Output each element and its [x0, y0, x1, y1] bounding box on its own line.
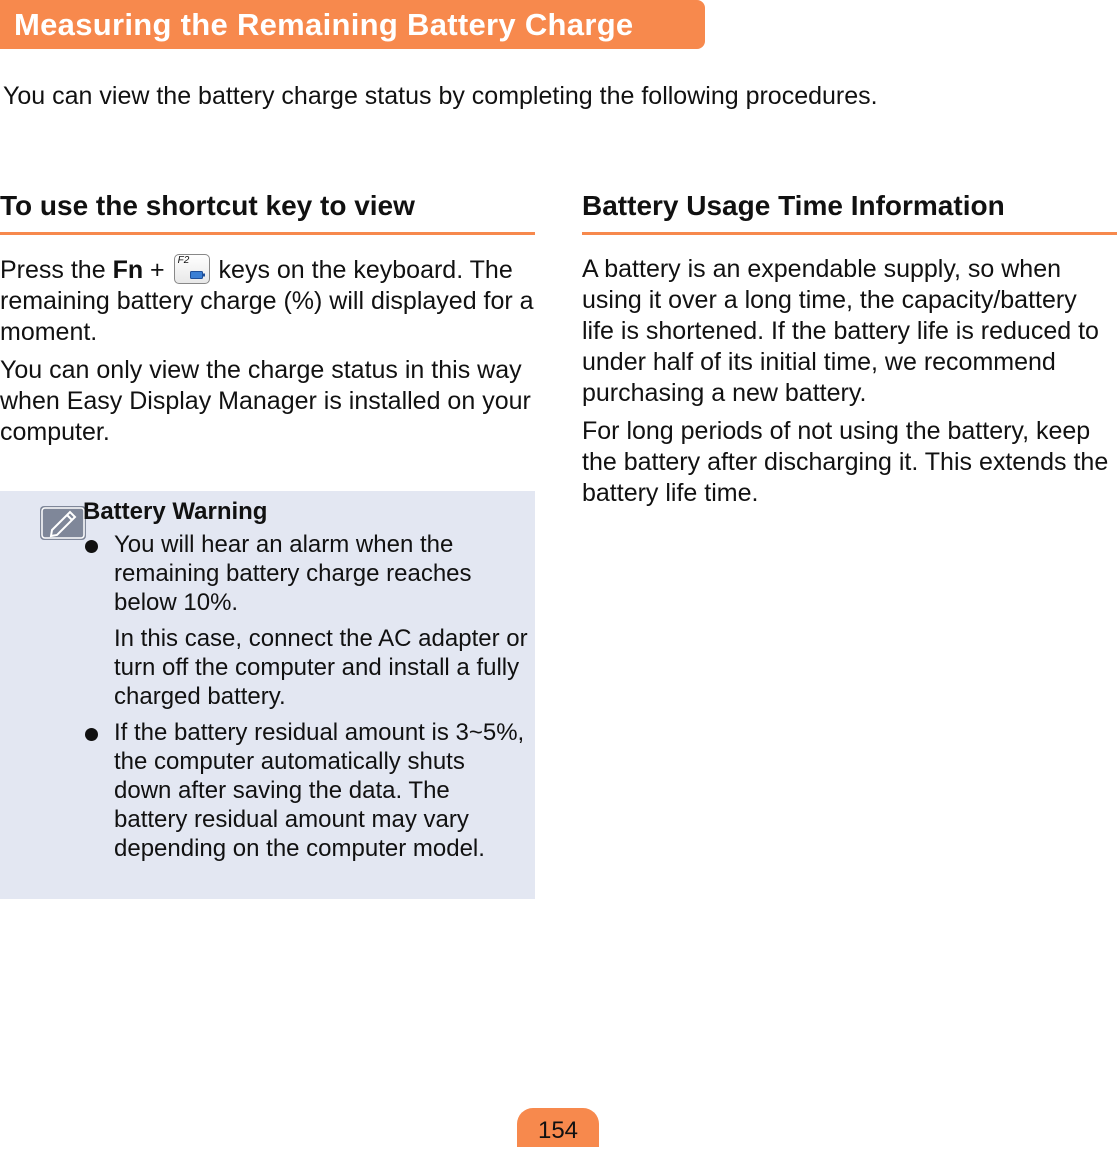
battery-warning-content [83, 497, 528, 870]
f2-battery-keycap-icon [174, 254, 210, 284]
battery-warning-list [83, 530, 528, 863]
intro-text: You can view the battery charge status by completing the following procedures. [3, 82, 878, 110]
page-number: 154 [517, 1108, 599, 1147]
shortcut-key-heading: To use the shortcut key to view [0, 190, 535, 235]
shortcut-key-paragraph [0, 254, 535, 348]
press-prefix: Press the [0, 256, 113, 284]
page-title: Measuring the Remaining Battery Charge [0, 0, 705, 49]
list-item [83, 718, 528, 863]
bullet-icon [85, 540, 98, 553]
warning-item-text: If the battery residual amount is 3~5%, the computer automatically shuts down after saving the data. The battery residual amount may vary depending on the computer model. [114, 719, 525, 862]
pencil-note-icon [40, 506, 86, 540]
fn-key-label: Fn [112, 256, 144, 284]
bullet-icon [85, 728, 98, 741]
warning-item-text: You will hear an alarm when the remaining battery charge reaches below 10%. [114, 531, 472, 616]
battery-usage-body [582, 254, 1112, 516]
battery-icon [190, 270, 206, 280]
f2-key-label: F2 [177, 255, 190, 266]
press-suffix: keys on the keyboard. The remaining battery charge (%) will displayed for a moment. [0, 256, 534, 346]
battery-usage-heading: Battery Usage Time Information [582, 190, 1117, 235]
shortcut-key-body [0, 254, 535, 455]
battery-usage-paragraph-2: For long periods of not using the battery, keep the battery after discharging it. This extends the battery life time. [582, 417, 1109, 507]
battery-usage-paragraph-1: A battery is an expendable supply, so when using it over a long time, the capacity/battery life is shortened. If the battery life is reduced to under half of its initial time, we recommend purchasing a new battery. [582, 255, 1099, 407]
list-item [83, 530, 528, 711]
battery-warning-title: Battery Warning [83, 498, 268, 525]
warning-item-extra: In this case, connect the AC adapter or turn off the computer and install a fully charged battery. [114, 625, 528, 710]
plus-sign: + [143, 256, 172, 284]
easy-display-manager-note: You can only view the charge status in this way when Easy Display Manager is installed on your computer. [0, 356, 531, 446]
